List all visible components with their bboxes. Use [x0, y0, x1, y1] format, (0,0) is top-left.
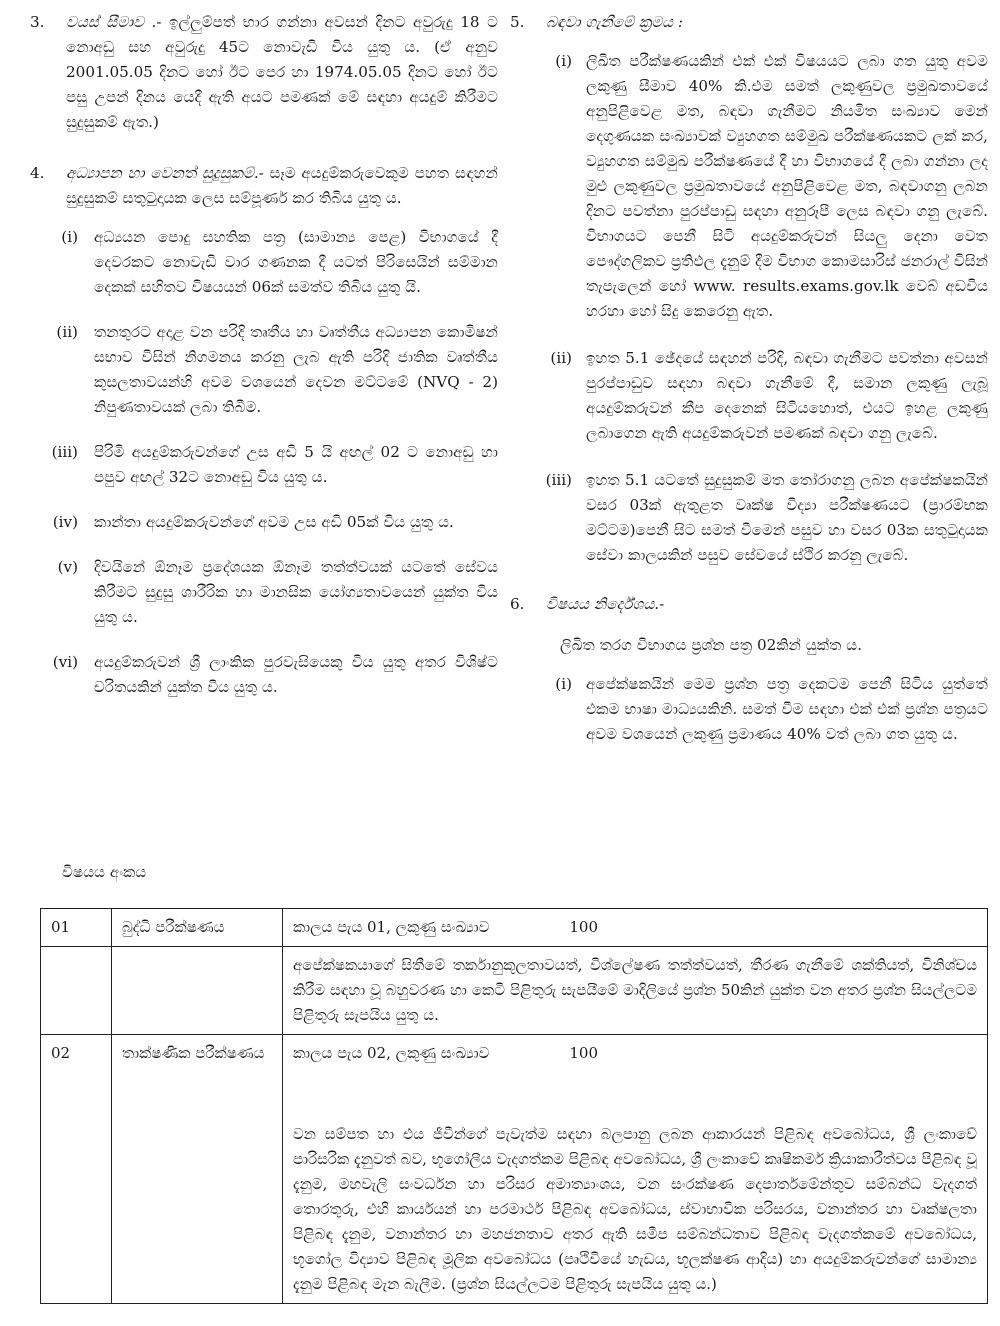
subject-name: තාක්ෂණික පරීක්ෂණය — [112, 1035, 283, 1304]
section-title: වයස් සීමාව .- — [66, 13, 162, 31]
section-number: 5. — [510, 13, 525, 31]
subject-time — [293, 1041, 977, 1066]
item-number: (iv) — [52, 513, 78, 531]
item-text: කාන්තා අයදුම්කරුවන්ගේ අවම උස අඩි 05ක් විය යුතු ය. — [94, 513, 454, 531]
list-item — [30, 440, 498, 490]
section-text: සෑම අයදුම්කරුවෙකුම පහත සඳහන් සුදුසුකම් සතුටුදායක ලෙස සම්පූර්ණ කර තිබිය යුතු ය. — [66, 164, 498, 207]
section-text: ඉල්ලුම්පත් භාර ගන්නා අවසන් දිනට අවුරුදු 18 ට නොඅඩු සහ අවුරුදු 45ට නොවැඩි විය යුතු ය. (ඒ අනුව 2001.05.05 දිනට හෝ ඊට පෙර හා 1974.05.05 දිනට හෝ ඊට පසු උපන් දිනය යෙදී ඇති අයට පමණක් මේ සඳහා අයදුම් කිරීමට සුදුසුකම් ඇත.) — [66, 13, 499, 131]
item-number: (ii) — [56, 323, 78, 341]
item-number: (ii) — [550, 349, 572, 367]
section-6 — [510, 592, 988, 617]
item-number: (i) — [61, 228, 78, 246]
item-text: ඉහත 5.1 ඡේදයේ සඳහන් පරිදි, බඳවා ගැනීමට පවත්නා අවසන් පුරප්පාඩුව සඳහා බඳවා ගැනීමේ දී, සමාන ලකුණු ලැබූ අයදුම්කරුවන් කීප දෙනෙක් සිටියහොත්, එයට ඉහළ ලකුණු ලබාගෙන ඇති අයදුම්කරුවන් පමණක් බඳවා ගනු ලැබේ. — [586, 349, 988, 442]
item-text: තනතුරට අදාළ වන පරිදි තෘතීය හා වෘත්තීය අධ්‍යාපන කොමිෂන් සභාව විසින් නිගමනය කරනු ලැබ ඇති පරිදි ජාතික වෘත්තීය කුසලතාවයන්හි අවම වශයෙන් දෙවන මට්ටමේ (NVQ - 2) නිපුණතාවයක් ලබා තිබීම. — [94, 323, 498, 416]
item-number: (iii) — [51, 443, 78, 461]
table-row — [41, 909, 988, 947]
list-item — [30, 225, 498, 300]
section-5 — [510, 10, 988, 35]
table-row — [41, 1035, 988, 1304]
item-number: (i) — [555, 675, 572, 693]
item-number: (iii) — [545, 471, 572, 489]
item-text: දිවයිනේ ඕනෑම ප්‍රදේශයක ඕනෑම තත්ත්වයක් යටතේ සේවය කිරීමට සුදුසු ශාරීරික හා මානසික යෝග්‍යතාවයෙන් යුක්ත විය යුතු ය. — [94, 558, 498, 626]
list-item — [510, 346, 988, 446]
time-label: කාලය පැය 01, ලකුණු සංඛ්‍යාව — [293, 918, 490, 936]
item-text: අධ්‍යයන පොදු සහතික පත්‍ර (සාමාන්‍ය පෙළ) විභාගයේ දී දෙවරකට නොවැඩි වාර ගණනක දී යටත් පිරිසෙයින් සම්මාන දෙකක් සහිතව විෂයයන් 06ක් සමත්ව තිබිය යුතු යි. — [94, 228, 498, 296]
subject-name: බුද්ධි පරීක්ෂණය — [112, 909, 283, 947]
subject-details — [283, 1035, 988, 1304]
left-column — [30, 10, 498, 700]
table-row — [41, 947, 988, 1035]
marks-value: 100 — [569, 1044, 599, 1062]
item-number: (i) — [555, 52, 572, 70]
item-text: ලිඛිත පරීක්ෂණයකින් එක් එක් විෂයයට ලබා ගත යුතු අවම ලකුණු සීමාව 40% කි.එම සමත් ලකුණුවල ප්‍රමුඛතාවයේ අනුපිළිවෙළ මත, බඳවා ගැනීමට නියමිත සංඛ්‍යාව මෙන් දෙගුණයක සංඛ්‍යාවක් ව්‍යුහගත සම්මුඛ පරීක්ෂණයකට ලක් කර, ව්‍යුහගත සම්මුඛ පරීක්ෂණයේ දී හා විභාගයේ දී ලබා ගන්නා ලද මුළු ලකුණුවල ප්‍රමුඛතාවයේ අනුපිළිවෙළ මත, බඳවාගනු ලබන දිනට පවත්නා පුරප්පාඩු සඳහා අනුරූපී ලෙස බඳවා ගනු ලැබේ. විභාගයට පෙනී සිටි අයදුම්කරුවන් සියලු දෙනා වෙත පෞද්ගලිකව ප්‍රතිඵල දැනුම් දීම විභාග කොමසාරිස් ජනරාල් විසින් තැපැලෙන් හෝ www. results.exams.gov.lk වෙබ් අඩවිය හරහා හෝ සිදු කෙරෙනු ඇත. — [586, 52, 988, 320]
section-number: 3. — [30, 13, 45, 31]
section-title: විෂයය නිර්දේශය.- — [546, 595, 665, 613]
item-text: ඉහත 5.1 යටතේ සුදුසුකම් මත තෝරාගනු ලබන අපේක්ෂකයින් වසර 03ක් ඇතුළත වෘක්ෂ විද්‍යා පරීක්ෂණයට (ප්‍රාරම්භක මට්ටම)පෙනී සිට සමත් වීමෙන් පසුව හා වසර 03ක සතුටුදායක සේවා කාලයකින් පසුව සේවයේ ස්ථිර කරනු ලැබේ. — [586, 471, 988, 564]
subject-time — [283, 909, 988, 947]
subject-description: වන සම්පත හා එය ජීවීන්ගේ පැවැත්ම සඳහා බලපානු ලබන ආකාරයන් පිළිබඳ අවබෝධය, ශ්‍රී ලංකාවේ පාරිසරික දැනුවත් බව, භූගෝලීය වැදගත්කම පිළිබඳ අවබෝධය, ශ්‍රී ලංකාවේ කෘෂිකර්ම ක්‍රියාකාරීත්වය පිළිබඳ වූ දැනුම, මහවැලි සංවර්ධන හා පරිසර අමාත්‍යාංශය, වන සංරක්ෂණ දෙපාර්තමේන්තුව සම්බන්ධ වැදගත් තොරතුරු, එහි කාර්යයන් හා පරමාර්ථ පිළිබඳ අවබෝධය, ස්වාභාවික පරිසරය, වනාන්තර හා වෘක්ෂලතා පිළිබඳ දැනුම, වනාන්තර හා මහජනතාව අතර ඇති සමීප සම්බන්ධතාව පිළිබඳ වැදගත්කමේ අවබෝධය, භූගෝල විද්‍යාව පිළිබඳ මූලික අවබෝධය (පෘථිවියේ හැඩය, භූලක්ෂණ ආදිය) හා අයදුම්කරුවන්ගේ සාමාන්‍ය දැනුම පිළිබඳ මැන බැලීම. (ප්‍රශ්න සියල්ලටම පිළිතුරු සැපයිය යුතු ය.) — [293, 1125, 977, 1293]
subject-description: අපේක්ෂකයාගේ සිතීමේ තර්කානුකූලතාවයත්, විශ්ලේෂණ තත්ත්වයත්, තීරණ ගැනීමේ ශක්තියත්, විනිශ්චය කිරීම සඳහා වූ බහුවරණ හා කෙටි පිළිතුරු සැපයීමේ මාදිලියේ ප්‍රශ්න 50කින් යුක්ත වන අතර ප්‍රශ්න සියල්ලටම පිළිතුරු සැපයිය යුතු ය. — [283, 947, 988, 1035]
subject-number: 01 — [41, 909, 112, 947]
list-item — [510, 49, 988, 324]
section-title: බඳවා ගැනීමේ ක්‍රමය : — [546, 13, 683, 31]
right-column — [510, 10, 988, 747]
item-text: පිරිමි අයදුම්කරුවන්ගේ උස අඩි 5 යි අඟල් 02 ට නොඅඩු හා පපුව අඟල් 32ට නොඅඩු විය යුතු ය. — [94, 443, 498, 486]
time-label: කාලය පැය 02, ලකුණු සංඛ්‍යාව — [293, 1044, 490, 1062]
item-text: අයදුම්කරුවන් ශ්‍රී ලාංකික පුරවැසියෙකු විය යුතු අතර විශිෂ්ට චරිතයකින් යුක්ත විය යුතු ය. — [94, 653, 498, 696]
section-number: 4. — [30, 164, 45, 182]
section-3 — [30, 10, 498, 135]
section-number: 6. — [510, 595, 525, 613]
list-item — [30, 510, 498, 535]
item-number: (vi) — [52, 653, 78, 671]
subjects-table — [40, 908, 988, 1304]
section-4 — [30, 161, 498, 211]
section-text: ලිඛිත තරග විභාගය ප්‍රශ්න පත්‍ර 02කින් යුක්ත ය. — [560, 636, 862, 654]
list-item — [510, 672, 988, 747]
list-item — [30, 650, 498, 700]
list-item — [30, 320, 498, 420]
item-number: (v) — [57, 558, 78, 576]
subjects-heading: විෂයය අංකය — [62, 863, 147, 881]
item-text: අපේක්ෂකයින් මෙම ප්‍රශ්න පත්‍ර දෙකටම පෙනී සිටිය යුත්තේ එකම භාෂා මාධ්‍යයකිනි. සමත් වීම සඳහා එක් එක් ප්‍රශ්න පත්‍රයට අවම වශයෙන් ලකුණු ප්‍රමාණය 40% වත් ලබා ගත යුතු ය. — [586, 675, 988, 743]
subject-number: 02 — [41, 1035, 112, 1304]
list-item — [510, 468, 988, 568]
marks-value: 100 — [569, 918, 599, 936]
list-item — [30, 555, 498, 630]
section-title: අධ්‍යාපන හා වෙනත් සුදුසුකම්.- — [66, 164, 264, 182]
